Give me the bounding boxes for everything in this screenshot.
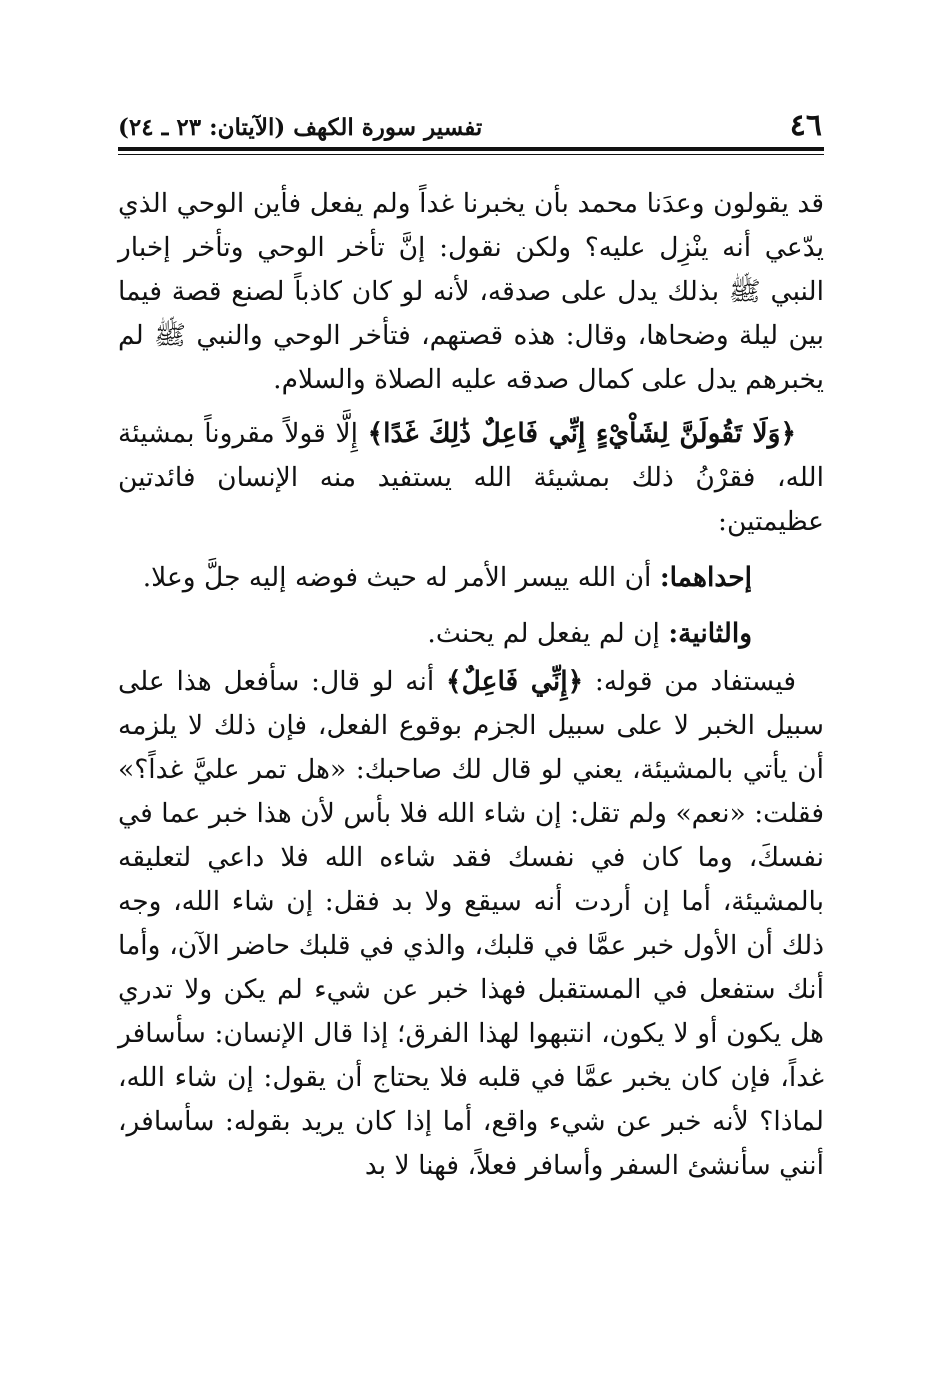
paragraph-1: قد يقولون وعدَنا محمد بأن يخبرنا غداً ولم يفعل فأين الوحي الذي يدّعي أنه ينْزِل عليه؟ ولكن نقول: إنَّ تأخر الوحي وتأخر إخبار النبي ﷺ بذلك يدل على صدقه، لأنه لو كان كاذباً لصنع قصة فيما بين ليلة وضحاها، وقال: هذه قصتهم، فتأخر الوحي والنبي ﷺ لم يخبرهم يدل على كمال صدقه عليه الصلاة والسلام. — [118, 188, 824, 395]
running-title: تفسير سورة الكهف (الآيتان: ٢٣ ـ ٢٤) — [118, 114, 483, 141]
item-2-label: والثانية: — [668, 618, 752, 649]
list-item-1 — [118, 556, 824, 600]
item-1-label: إحداهما: — [659, 562, 752, 593]
paragraph-2 — [118, 412, 824, 544]
item-2-text: إن لم يفعل لم يحنث. — [427, 618, 669, 649]
page-header — [118, 108, 822, 148]
paragraph-2-text: إِلَّا قولاً مقروناً بمشيئة الله، فقرْنُ ذلك بمشيئة الله يستفيد منه الإنسان فائدتين عظيمتين: — [118, 418, 824, 537]
paragraph-3-start: فيستفاد من قوله: — [583, 666, 796, 697]
item-1-text: أن الله ييسر الأمر له حيث فوضه إليه جلَّ وعلا. — [142, 562, 660, 593]
paragraph-3 — [118, 660, 824, 1188]
header-rule-thin — [118, 154, 824, 155]
quran-phrase: ﴿إِنِّي فَاعِلٌ﴾ — [446, 666, 584, 697]
paragraph-gap — [118, 402, 824, 412]
body-text — [118, 182, 824, 1188]
header-rule-thick — [118, 147, 824, 151]
page-number: ٤٦ — [789, 108, 822, 143]
paragraph-3-text: أنه لو قال: سأفعل هذا على سبيل الخبر لا على سبيل الجزم بوقوع الفعل، فإن ذلك لا يلزمه أن يأتي بالمشيئة، يعني لو قال لك صاحبك: «هل تمر عليَّ غداً؟» فقلت: «نعم» ولم تقل: إن شاء الله فلا بأس لأن هذا خبر عما في نفسكَ، وما كان في نفسك فقد شاءه الله فلا داعي لتعليقه بالمشيئة، أما إن أردت أنه سيقع ولا بد فقل: إن شاء الله، وجه ذلك أن الأول خبر عمَّا في قلبك، والذي في قلبك حاضر الآن، وأما أنك ستفعل في المستقبل فهذا خبر عن شيء لم يكن ولا تدري هل يكون أو لا يكون، انتبهوا لهذا الفرق؛ إذا قال الإنسان: سأسافر غداً، فإن كان يخبر عمَّا في قلبه فلا يحتاج أن يقول: إن شاء الله، لماذا؟ لأنه خبر عن شيء واقع، أما إذا كان يريد بقوله: سأسافر، أنني سأنشئ السفر وأسافر فعلاً، فهنا لا بد — [118, 666, 824, 1181]
quran-verse: ﴿وَلَا تَقُولَنَّ لِشَاْيْءٍ إِنِّي فَاعِلٌ ذَٰلِكَ غَدًا﴾ — [367, 418, 796, 449]
list-item-2 — [118, 612, 824, 656]
